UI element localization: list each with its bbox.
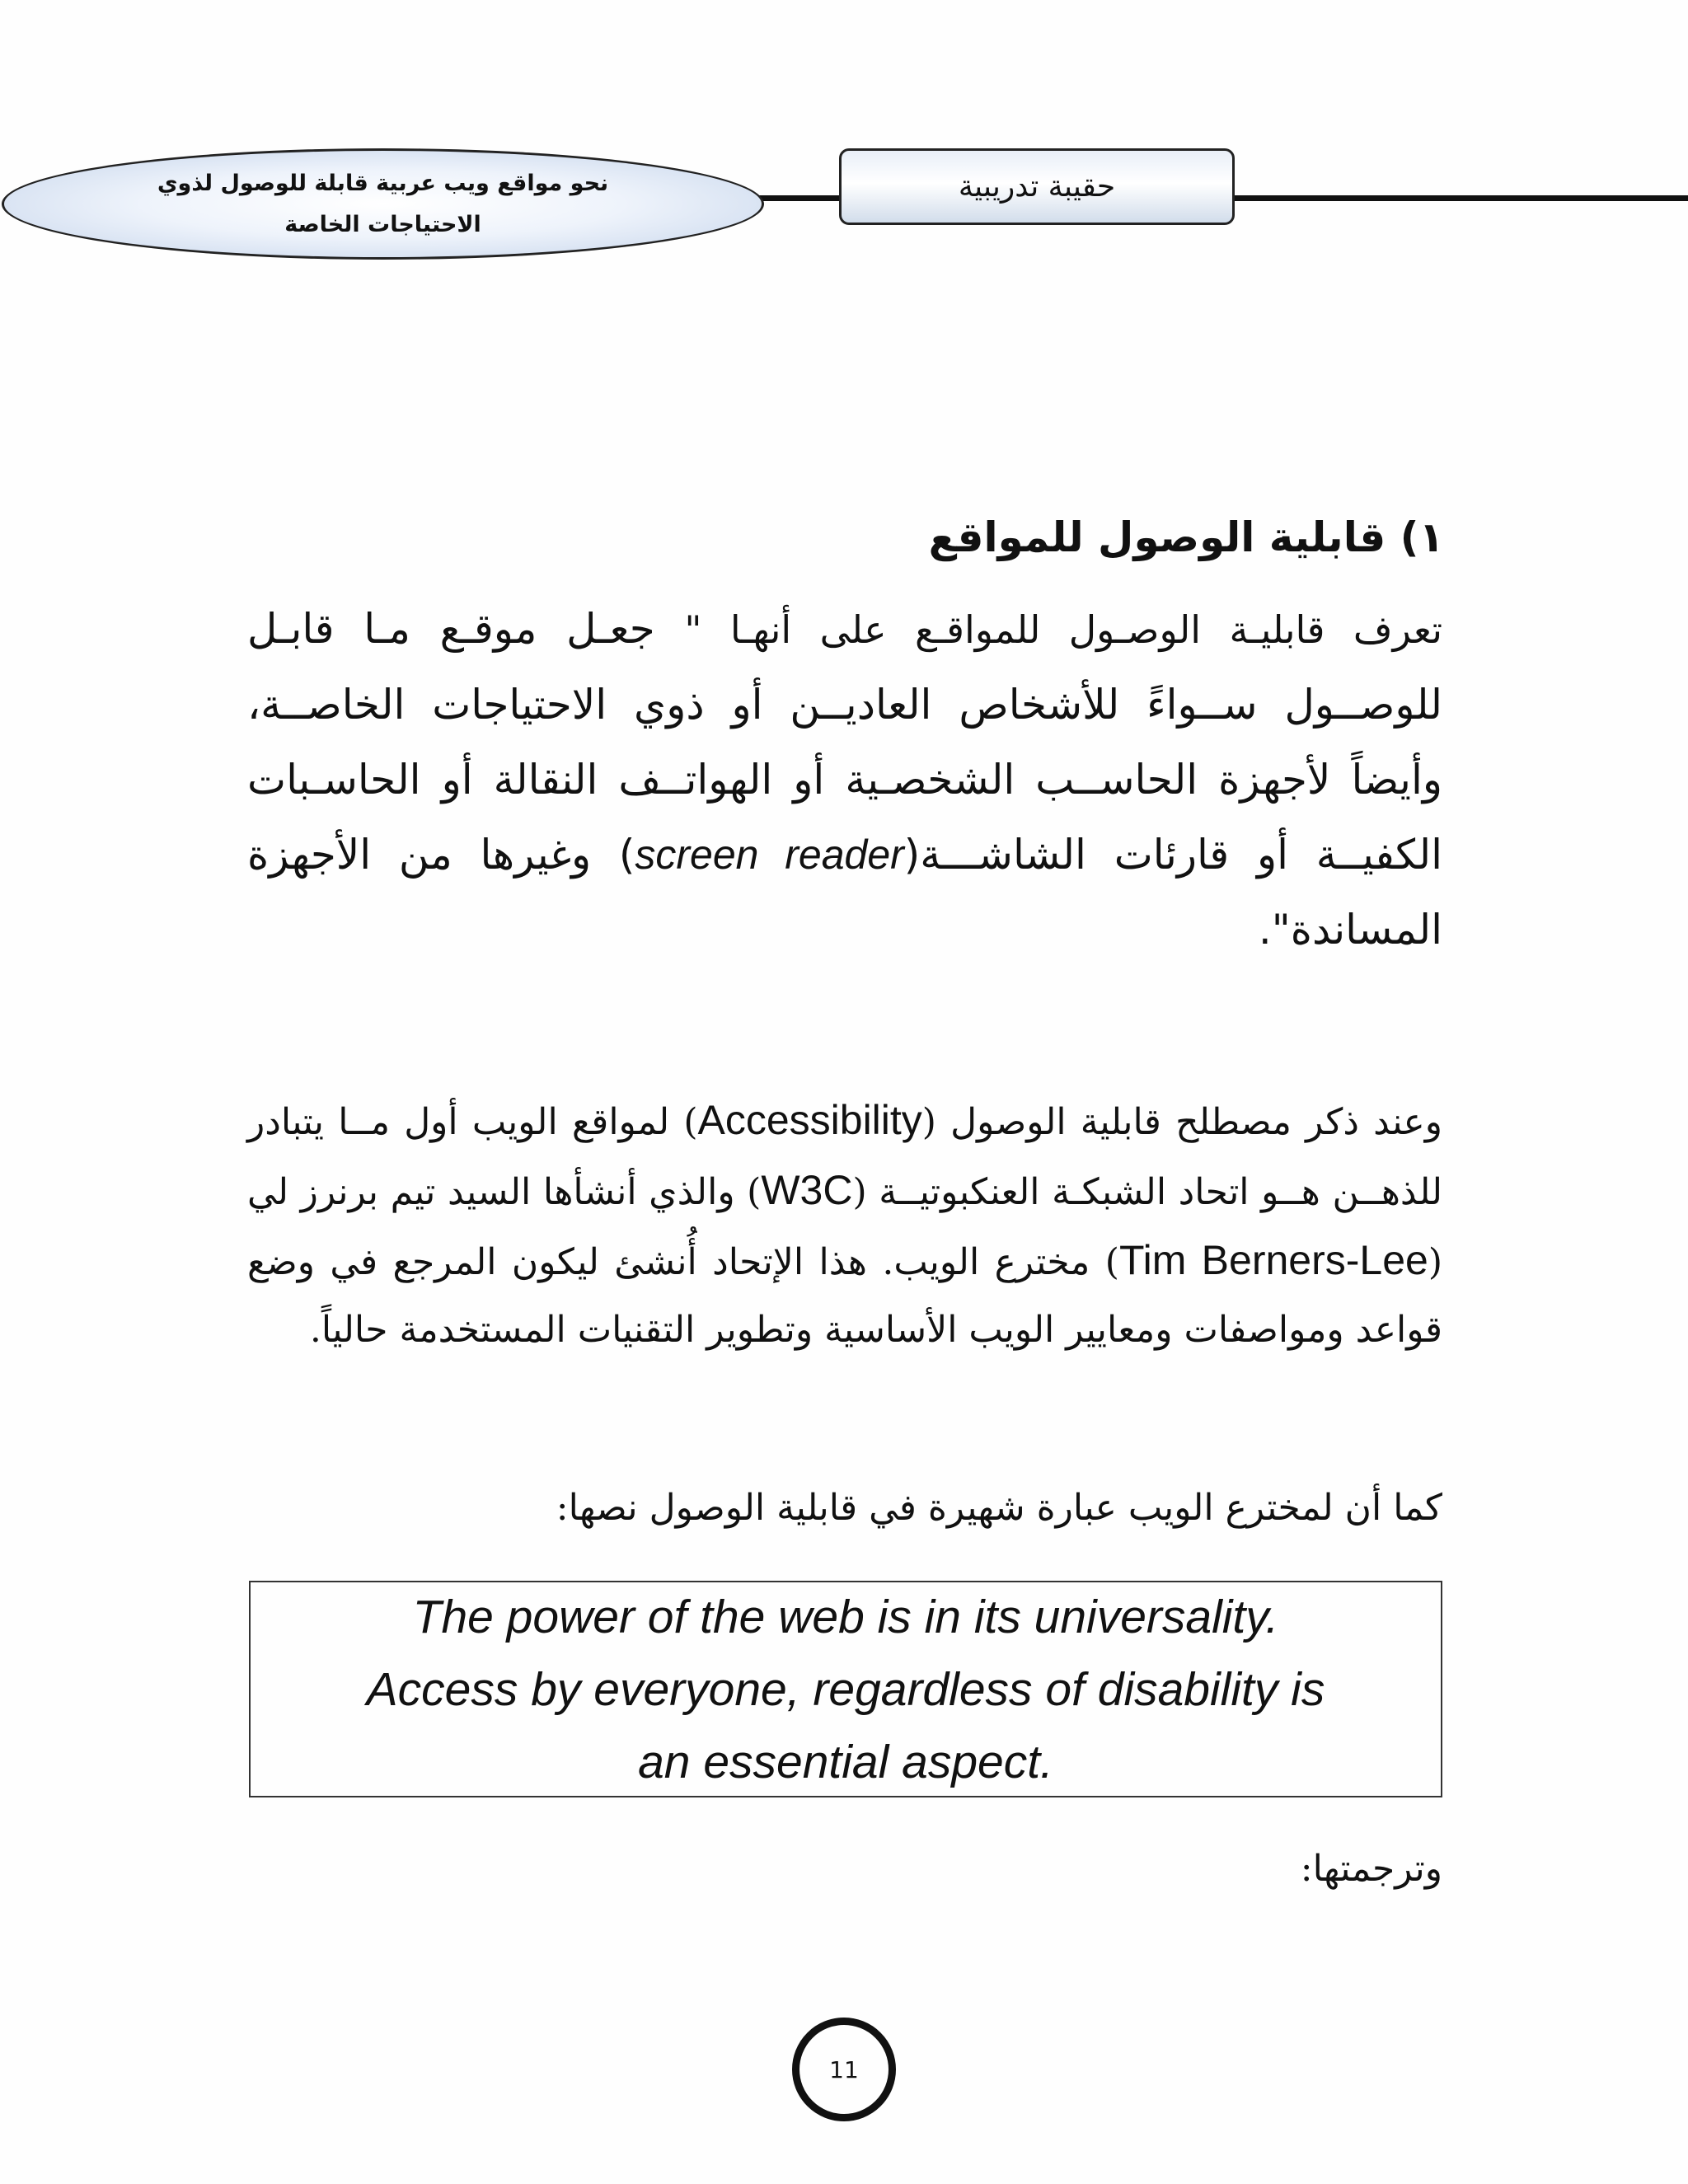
- quote-line-3: an essential aspect.: [638, 1735, 1053, 1788]
- quote-box: [249, 1581, 1442, 1797]
- page-number-badge: [792, 2018, 896, 2121]
- w3c-text-b: ) لمواقع الويب أول مــا يتبادر للذهــن هــو اتحاد الشبكـة العنكبوتيــة (: [247, 1101, 1442, 1213]
- w3c-paragraph: [247, 1086, 1442, 1364]
- page-number: 11: [829, 2055, 859, 2083]
- quote-line-1: The power of the web is in its universality.: [412, 1590, 1279, 1643]
- w3c-text-a: وعند ذكر مصطلح قابلية الوصول (: [921, 1101, 1443, 1143]
- definition-paragraph: [247, 592, 1442, 968]
- definition-lead: تعرف قابليـة الوصـول للمواقـع على أنهـا ": [684, 607, 1442, 652]
- term-accessibility: Accessibility: [697, 1097, 922, 1143]
- term-tim-berners-lee: Tim Berners-Lee: [1118, 1237, 1428, 1283]
- header-tag-label: حقيبة تدريبية: [958, 170, 1116, 204]
- translation-label: وترجمتها:: [1300, 1848, 1442, 1890]
- definition-body-b: ) وغيرها من الأجهزة المساندة".: [247, 831, 1442, 954]
- header-title-line2: الاحتياجات الخاصة: [284, 211, 481, 237]
- quote-intro-paragraph: كما أن لمخترع الويب عبارة شهيرة في قابلية الوصول نصها:: [556, 1487, 1442, 1529]
- section-heading: ١) قابلية الوصول للمواقع: [928, 513, 1444, 561]
- header-tag-badge: [839, 148, 1235, 225]
- w3c-text-d: ) مخترع الويب. هذا الإتحاد أُنشئ ليكون المرجع في وضع قواعد ومواصفات ومعايير الويب الأساسية وتطوير التقنيات المستخدمة حالياً.: [247, 1241, 1442, 1351]
- quote-line-2: Access by everyone, regardless of disability is: [366, 1662, 1325, 1716]
- header-title-line1: نحو مواقع ويب عربية قابلة للوصول لذوي: [157, 170, 609, 196]
- definition-body-a: جعـل موقـع مـا قابـل للوصــول ســواءً للأشخاص العاديــن أو ذوي الاحتياجات الخاصــة، وأيضاً لأجهزة الحاســب الشخصـية أو الهواتــف النقالة أو الحاسـبات الكفيــة أو قارئات الشاشـــة(: [247, 605, 1443, 879]
- w3c-text-c: ) والذي أنشأها السيد تيم برنرز لي (: [247, 1171, 1443, 1283]
- term-w3c: W3C: [761, 1167, 853, 1213]
- definition-english-term: screen reader: [635, 832, 904, 878]
- header-document-title-badge: [2, 148, 764, 260]
